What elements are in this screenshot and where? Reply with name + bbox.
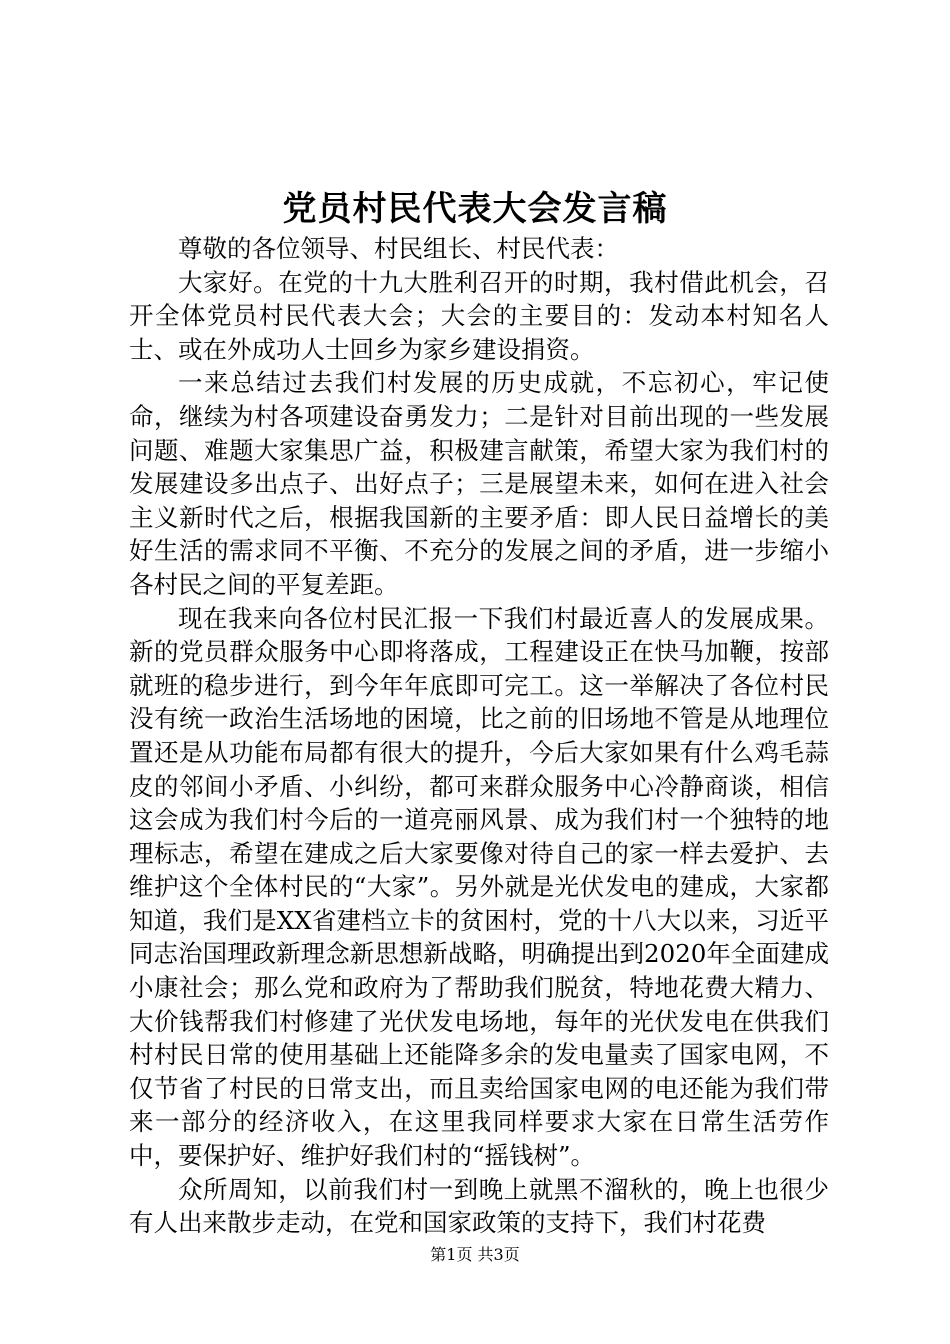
page-footer: 第1页 共3页 [430,1245,520,1264]
paragraph-lighting: 众所周知，以前我们村一到晚上就黑不溜秋的，晚上也很少有人出来散步走动，在党和国家政策的支持下，我们村花费 [129,1174,829,1238]
paragraph-goals: 一来总结过去我们村发展的历史成就，不忘初心，牢记使命，继续为村各项建设奋勇发力；二是针对目前出现的一些发展问题、难题大家集思广益，积极建言献策，希望大家为我们村的发展建设多出点子、出好点子；三是展望未来，如何在进入社会主义新时代之后，根据我国新的主要矛盾：即人民日益增长的美好生活的需求同不平衡、不充分的发展之间的矛盾，进一步缩小各村民之间的平复差距。 [129,368,829,599]
paragraph-salutation: 尊敬的各位领导、村民组长、村民代表： [178,234,619,263]
paragraph-greeting: 大家好。在党的十九大胜利召开的时期，我村借此机会，召开全体党员村民代表大会；大会的主要目的：发动本村知名人士、或在外成功人士回乡为家乡建设捐资。 [129,267,829,364]
document-body [129,232,829,1240]
document-title: 党员村民代表大会发言稿 [282,189,668,229]
paragraph-achievements: 现在我来向各位村民汇报一下我们村最近喜人的发展成果。新的党员群众服务中心即将落成，工程建设正在快马加鞭，按部就班的稳步进行，到今年年底即可完工。这一举解决了各位村民没有统一政治生活场地的困境，比之前的旧场地不管是从地理位置还是从功能布局都有很大的提升，今后大家如果有什么鸡毛蒜皮的邻间小矛盾、小纠纷，都可来群众服务中心冷静商谈，相信这会成为我们村今后的一道亮丽风景、成为我们村一个独特的地理标志，希望在建成之后大家要像对待自己的家一样去爱护、去维护这个全体村民的“大家”。另外就是光伏发电的建成，大家都知道，我们是XX省建档立卡的贫困村，党的十八大以来，习近平同志治国理政新理念新思想新战略，明确提出到2020年全面建成小康社会；那么党和政府为了帮助我们脱贫，特地花费大精力、大价钱帮我们村修建了光伏发电场地，每年的光伏发电在供我们村村民日常的使用基础上还能降多余的发电量卖了国家电网，不仅节省了村民的日常支出，而且卖给国家电网的电还能为我们带来一部分的经济收入，在这里我同样要求大家在日常生活劳作中，要保护好、维护好我们村的“摇钱树”。 [129,603,829,1171]
